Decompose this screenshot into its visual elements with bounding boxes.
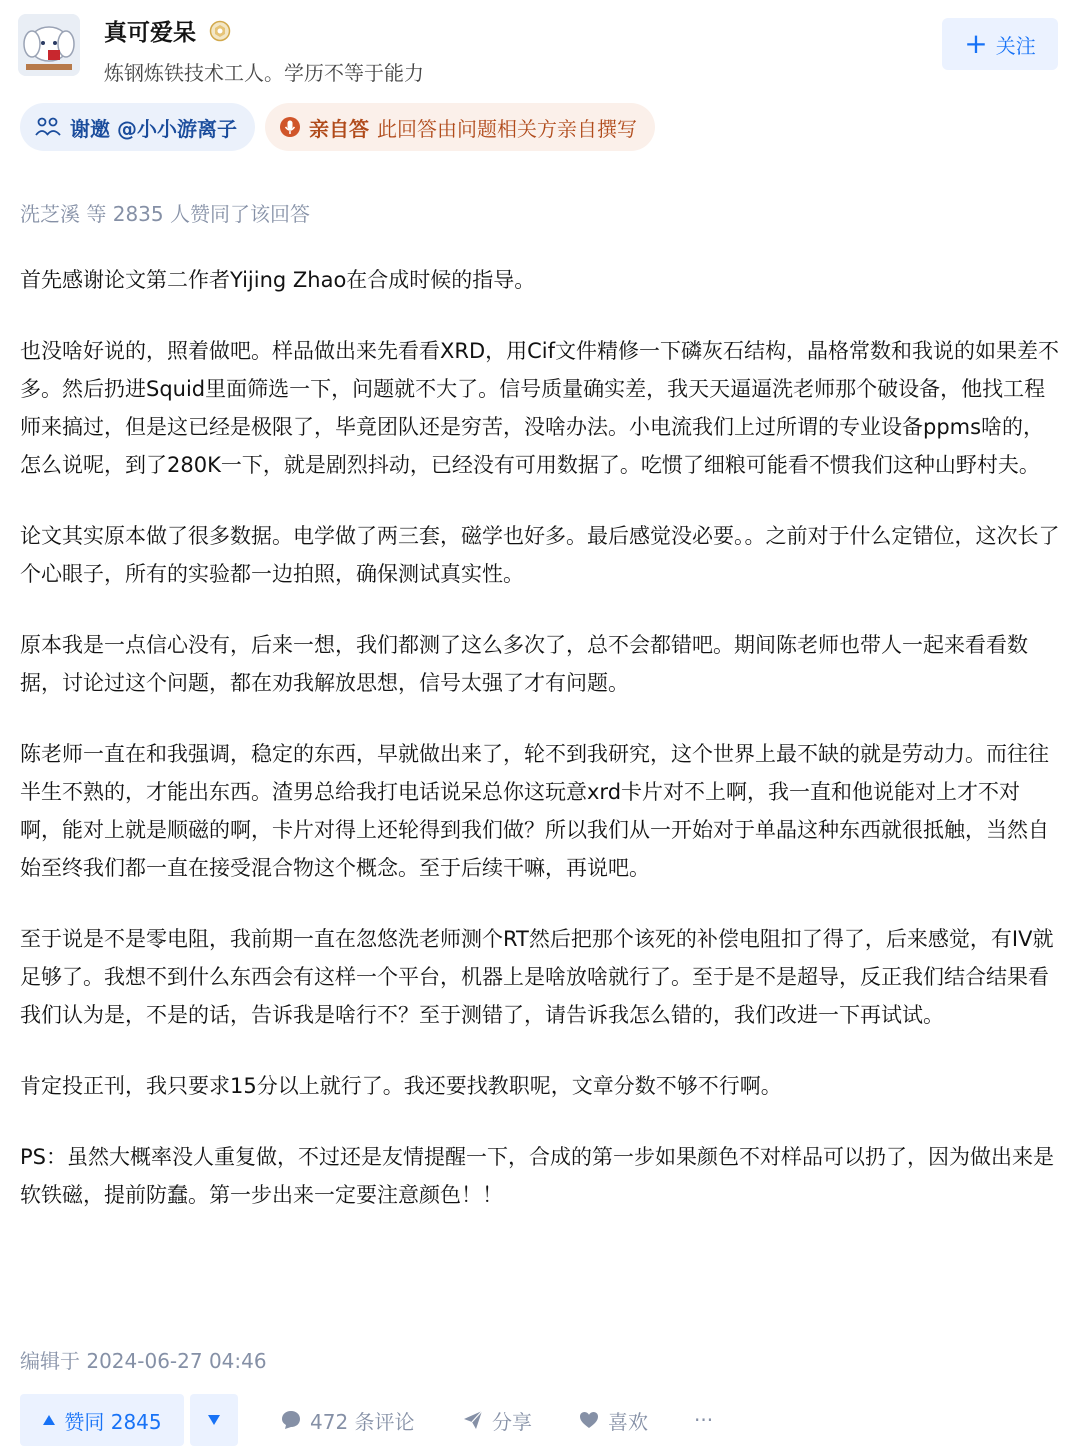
verified-badge-icon	[209, 20, 231, 42]
triangle-down-icon	[207, 1414, 221, 1426]
invite-tag[interactable]	[20, 103, 255, 151]
action-bar	[20, 1394, 1060, 1448]
answer-tags	[20, 103, 655, 151]
like-button[interactable]	[578, 1394, 648, 1446]
self-answer-label: 亲自答	[308, 116, 369, 141]
likes-summary: 洗芝溪 等 2835 人赞同了该回答	[20, 202, 310, 226]
follow-label: 关注	[995, 33, 1036, 58]
comment-icon	[280, 1409, 302, 1431]
plus-icon: +	[964, 27, 988, 60]
author-name[interactable]: 真可爱呆	[104, 20, 196, 46]
comments-label: 472 条评论	[310, 1409, 415, 1434]
content-paragraph: 首先感谢论文第二作者Yijing Zhao在合成时候的指导。	[20, 268, 536, 292]
invite-label: 谢邀 @小小游离子	[70, 116, 237, 141]
vote-up-label: 赞同 2845	[64, 1409, 162, 1434]
content-paragraph: 至于说是不是零电阻，我前期一直在忽悠洗老师测个RT然后把那个该死的补偿电阻扣了得了，后来感觉，有IV就足够了。我想不到什么东西会有这样一个平台，机器上是啥放啥就行了。至于是不是超导，反正我们结合结果看我们认为是，不是的话，告诉我是啥行不？至于测错了，请告诉我怎么错的，我们改进一下再试试。	[20, 927, 1054, 1027]
author-info	[104, 14, 424, 86]
content-paragraph: 也没啥好说的，照着做吧。样品做出来先看看XRD，用Cif文件精修一下磷灰石结构，晶格常数和我说的如果差不多。然后扔进Squid里面筛选一下，问题就不大了。信号质量确实差，我天天逼逼洗老师那个破设备，他找工程师来搞过，但是这已经是极限了，毕竟团队还是穷苦，没啥办法。小电流我们上过所谓的专业设备ppms啥的，怎么说呢，到了280K一下，就是剧烈抖动，已经没有可用数据了。吃惯了细粮可能看不惯我们这种山野村夫。	[20, 339, 1060, 477]
like-label: 喜欢	[608, 1409, 648, 1434]
vote-up-button[interactable]	[20, 1394, 184, 1446]
share-button[interactable]	[462, 1394, 532, 1446]
triangle-up-icon	[42, 1414, 56, 1426]
content-paragraph: PS：虽然大概率没人重复做，不过还是友情提醒一下，合成的第一步如果颜色不对样品可以扔了，因为做出来是软铁磁，提前防蠢。第一步出来一定要注意颜色！！	[20, 1145, 1054, 1207]
edit-timestamp: 编辑于 2024-06-27 04:46	[20, 1349, 267, 1373]
author-description: 炼钢炼铁技术工人。学历不等于能力	[104, 61, 424, 85]
self-answer-description: 此回答由问题相关方亲自撰写	[376, 116, 637, 141]
heart-icon	[578, 1409, 600, 1431]
comments-button[interactable]	[280, 1394, 415, 1446]
more-button[interactable]	[694, 1394, 713, 1446]
avatar[interactable]	[18, 14, 80, 76]
content-paragraph: 肯定投正刊，我只要求15分以上就行了。我还要找教职呢，文章分数不够不行啊。	[20, 1074, 782, 1098]
content-paragraph: 原本我是一点信心没有，后来一想，我们都测了这么多次了，总不会都错吧。期间陈老师也带人一起来看看数据，讨论过这个问题，都在劝我解放思想，信号太强了才有问题。	[20, 633, 1028, 695]
answer-header	[18, 12, 1058, 85]
content-paragraph: 陈老师一直在和我强调，稳定的东西，早就做出来了，轮不到我研究，这个世界上最不缺的就是劳动力。而往往半生不熟的，才能出东西。渣男总给我打电话说呆总你这玩意xrd卡片对不上啊，我一直和他说能对上才不对啊，能对上就是顺磁的啊，卡片对得上还轮得到我们做？所以我们从一开始对于单晶这种东西就很抵触，当然自始至终我们都一直在接受混合物这个概念。至于后续干嘛，再说吧。	[20, 742, 1049, 880]
follow-button[interactable]	[942, 18, 1058, 70]
answer-content	[20, 261, 1060, 1247]
self-answer-tag	[265, 103, 655, 151]
share-label: 分享	[492, 1409, 532, 1434]
more-icon: ···	[694, 1408, 714, 1432]
paper-plane-icon	[462, 1409, 484, 1431]
microphone-icon	[279, 116, 301, 138]
people-icon	[34, 116, 62, 138]
content-paragraph: 论文其实原本做了很多数据。电学做了两三套，磁学也好多。最后感觉没必要。。之前对于什么定错位，这次长了个心眼子，所有的实验都一边拍照，确保测试真实性。	[20, 524, 1060, 586]
vote-down-button[interactable]	[190, 1394, 238, 1446]
